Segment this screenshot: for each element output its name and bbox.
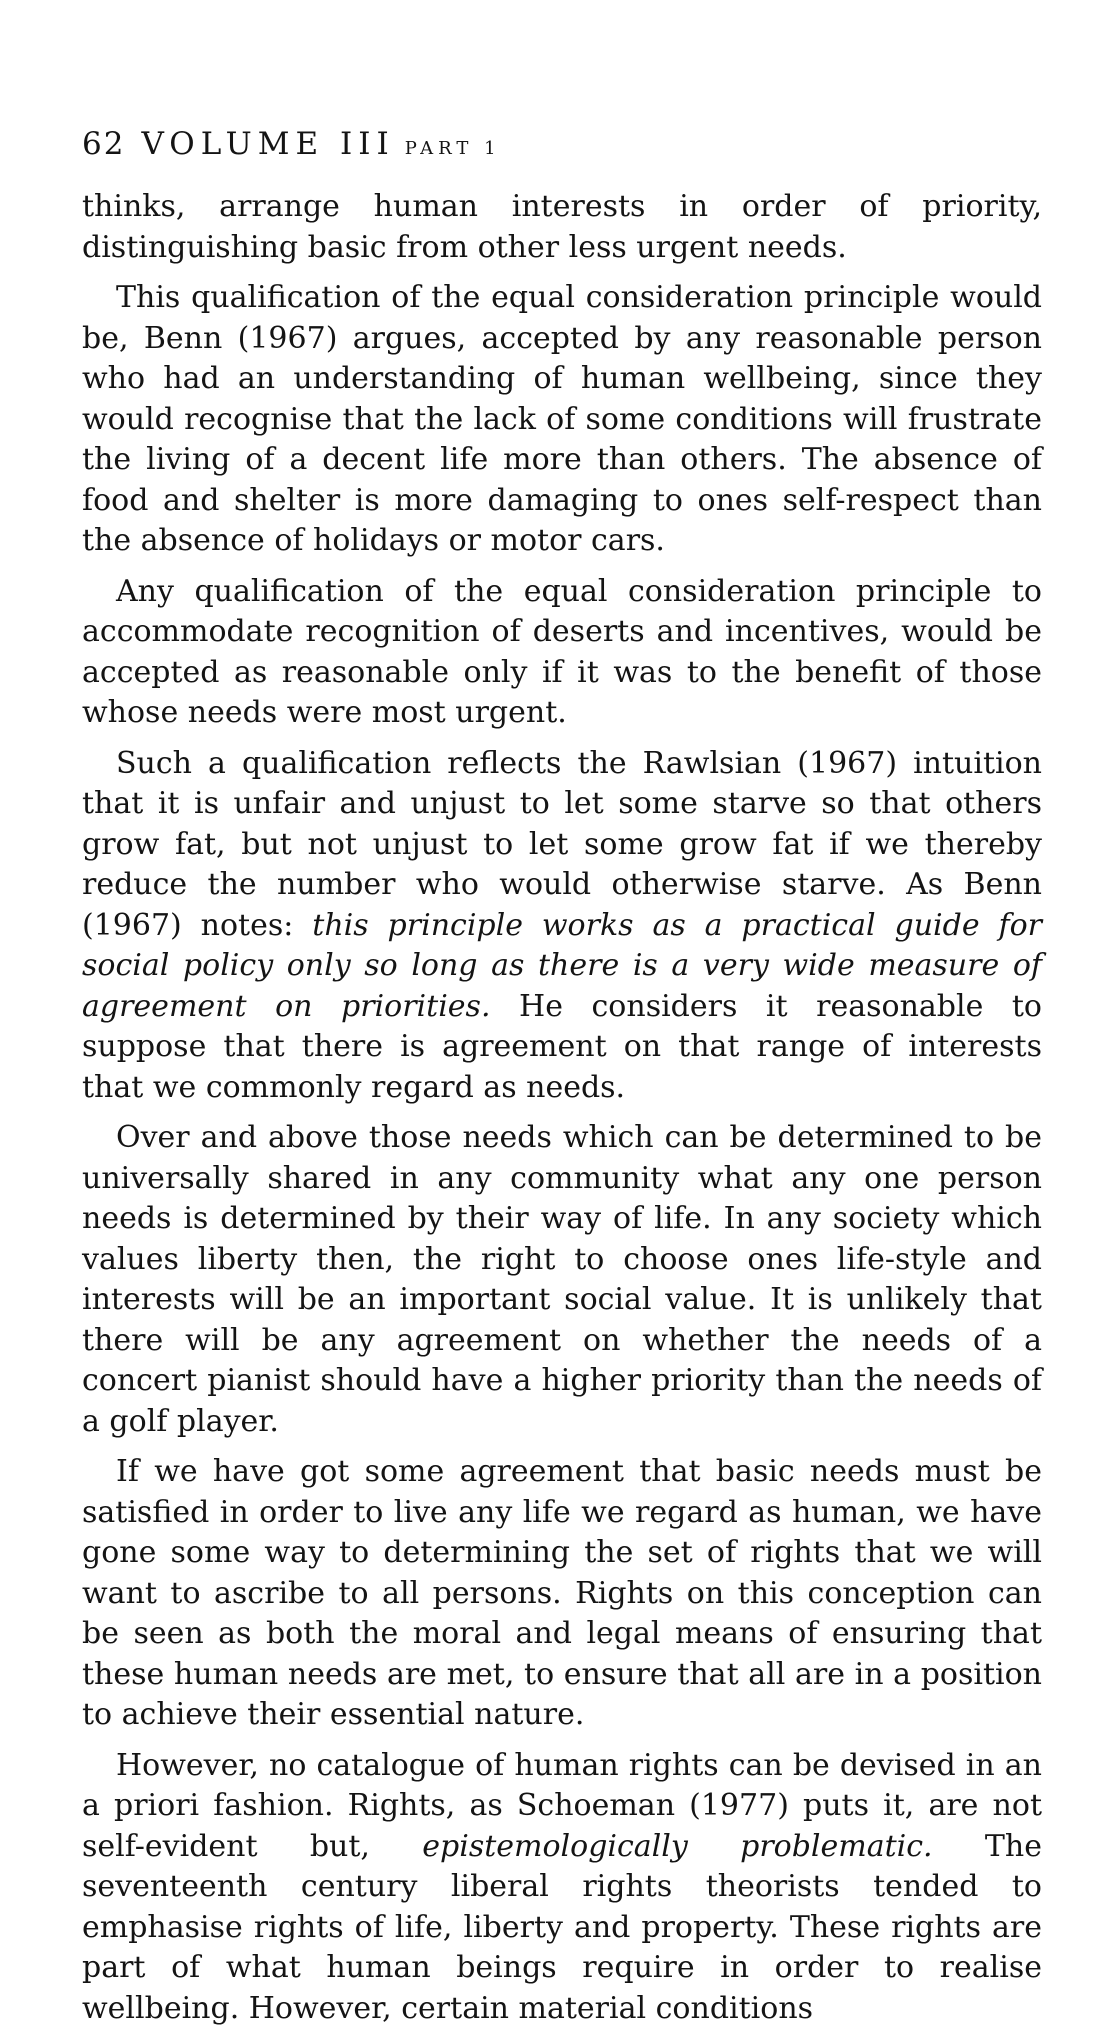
volume-title: VOLUME III	[141, 126, 394, 162]
paragraph-3: Any qualification of the equal consideration principle to accommodate recognition of deserts and incentives, would be accepted as reasonable only if it was to the benefit of those whose needs were most urgent.	[82, 572, 1042, 734]
paragraph-2: This qualification of the equal consideration principle would be, Benn (1967) argues, accepted by any reasonable person who had an understanding of human wellbeing, since they would recognise that the lack of some conditions will frustrate the living of a decent life more than others. The absence of food and shelter is more damaging to ones self-respect than the absence of holidays or motor cars.	[82, 278, 1042, 562]
part-label: PART 1	[405, 138, 501, 159]
paragraph-5: Over and above those needs which can be determined to be universally shared in any community what any one person needs is determined by their way of life. In any society which values liberty then, the right to choose ones life-style and interests will be an important social value. It is unlikely that there will be any agreement on whether the needs of a concert pianist should have a higher priority than the needs of a golf player.	[82, 1118, 1042, 1442]
running-head	[82, 124, 1042, 169]
paragraph-7-text-a: However, no catalogue of human rights can be devised in an a priori fashion. Rights, as Schoeman (1977) puts it, are not self-evident but,	[82, 1748, 1042, 1864]
paragraph-7-text-b: The seventeenth century liberal rights theorists tended to emphasise rights of life, liberty and property. These rights are part of what human beings require in order to realise wellbeing. However, certain material conditions	[82, 1829, 1042, 2026]
paragraph-6: If we have got some agreement that basic needs must be satisfied in order to live any life we regard as human, we have gone some way to determining the set of rights that we will want to ascribe to all persons. Rights on this conception can be seen as both the moral and legal means of ensuring that these human needs are met, to ensure that all are in a position to achieve their essential nature.	[82, 1452, 1042, 1736]
book-page	[82, 124, 1042, 2029]
page-number: 62	[82, 126, 125, 162]
paragraph-4-quote: this principle works as a practical guide for social policy only so long as there is a very wide measure of agreement on priorities.	[82, 908, 1042, 1024]
paragraph-1: thinks, arrange human interests in order of priority, distinguishing basic from other less urgent needs.	[82, 187, 1042, 268]
paragraph-7-emphasis: epistemologically problematic.	[422, 1829, 932, 1864]
paragraph-4-text-a: Such a qualification reflects the Rawlsian (1967) intuition that it is unfair and unjust to let some starve so that others grow fat, but not unjust to let some grow fat if we thereby reduce the number who would otherwise starve. As Benn (1967) notes:	[82, 746, 1042, 943]
paragraph-4	[82, 744, 1042, 1109]
paragraph-7	[82, 1746, 1042, 2029]
paragraph-4-text-b: He considers it reasonable to suppose that there is agreement on that range of interests that we commonly regard as needs.	[82, 989, 1042, 1105]
